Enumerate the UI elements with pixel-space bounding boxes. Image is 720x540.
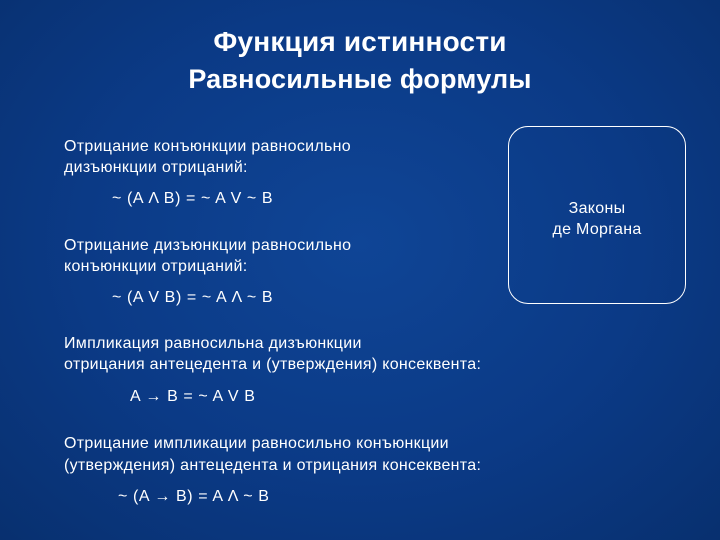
rule3-text-line2: отрицания антецедента и (утверждения) консеквента: xyxy=(64,356,482,373)
slide-subtitle: Равносильные формулы xyxy=(188,64,532,94)
rule1-text-line1: Отрицание конъюнкции равносильно xyxy=(64,138,351,155)
rule3-text-line1: Импликация равносильна дизъюнкции xyxy=(64,335,362,352)
rule1-text-line2: дизъюнкции отрицаний: xyxy=(64,159,248,176)
de-morgan-callout-label xyxy=(508,198,686,240)
rule2-text-line1: Отрицание дизъюнкции равносильно xyxy=(64,237,352,254)
rule4-text-line2: (утверждения) антецедента и отрицания консеквента: xyxy=(64,457,482,474)
rule2-formula: ~ (A V B) = ~ A Λ ~ B xyxy=(112,289,274,306)
callout-line1: Законы xyxy=(568,200,626,217)
rule4-formula: ~ (A → B) = A Λ ~ B xyxy=(118,488,270,505)
rule2-text-line2: конъюнкции отрицаний: xyxy=(64,258,248,275)
rule3-formula: A → B = ~ A V B xyxy=(130,388,256,405)
rule4-text-line1: Отрицание импликации равносильно конъюнкции xyxy=(64,435,449,452)
rule1-formula: ~ (A Λ B) = ~ A V ~ B xyxy=(112,190,274,207)
slide-title: Функция истинности xyxy=(213,26,507,57)
callout-line2: де Моргана xyxy=(552,221,642,238)
